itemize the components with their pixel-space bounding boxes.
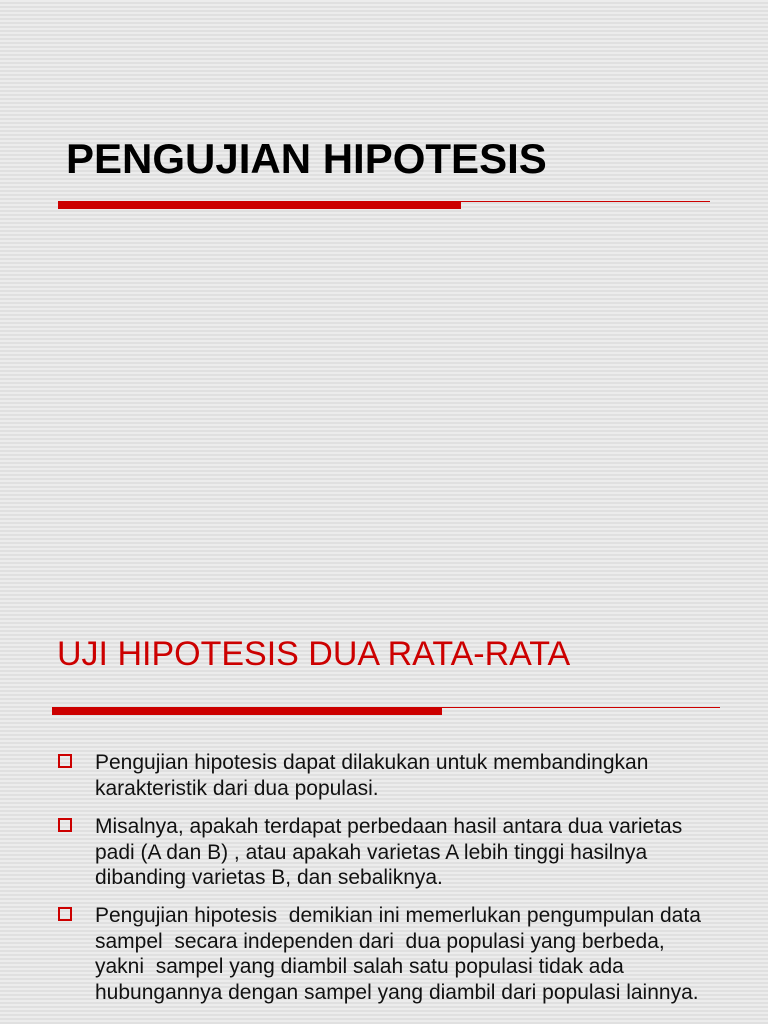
bullet-line: padi (A dan B) , atau apakah varietas A lebih tinggi hasilnya — [95, 840, 648, 864]
bullet-text — [95, 903, 701, 1005]
section-divider-thin — [442, 707, 720, 708]
section-title: UJI HIPOTESIS DUA RATA-RATA — [57, 635, 571, 673]
bullet-line: Misalnya, apakah terdapat perbedaan hasil antara dua varietas — [95, 815, 683, 838]
bullet-line: karakteristik dari dua populasi. — [95, 776, 379, 800]
hollow-square-bullet-icon — [58, 818, 72, 832]
bullet-line: dibanding varietas B, dan sebaliknya. — [95, 866, 443, 889]
hollow-square-bullet-icon — [58, 907, 72, 921]
title-divider-thin — [461, 201, 710, 202]
title-divider-thick — [58, 201, 461, 209]
bullet-line: hubungannya dengan sampel yang diambil dari populasi lainnya. — [95, 980, 699, 1004]
bullet-text — [95, 814, 682, 891]
bullet-line: Pengujian hipotesis demikian ini memerlukan pengumpulan data — [95, 904, 701, 927]
bullet-line: yakni sampel yang diambil salah satu populasi tidak ada — [95, 955, 624, 978]
section-divider-thick — [52, 707, 442, 715]
slide-title: PENGUJIAN HIPOTESIS — [66, 135, 547, 182]
hollow-square-bullet-icon — [58, 754, 72, 768]
bullet-text — [95, 750, 648, 801]
bullet-line: sampel secara independen dari dua populasi yang berbeda, — [95, 929, 665, 953]
bullet-line: Pengujian hipotesis dapat dilakukan untuk membandingkan — [95, 751, 649, 774]
